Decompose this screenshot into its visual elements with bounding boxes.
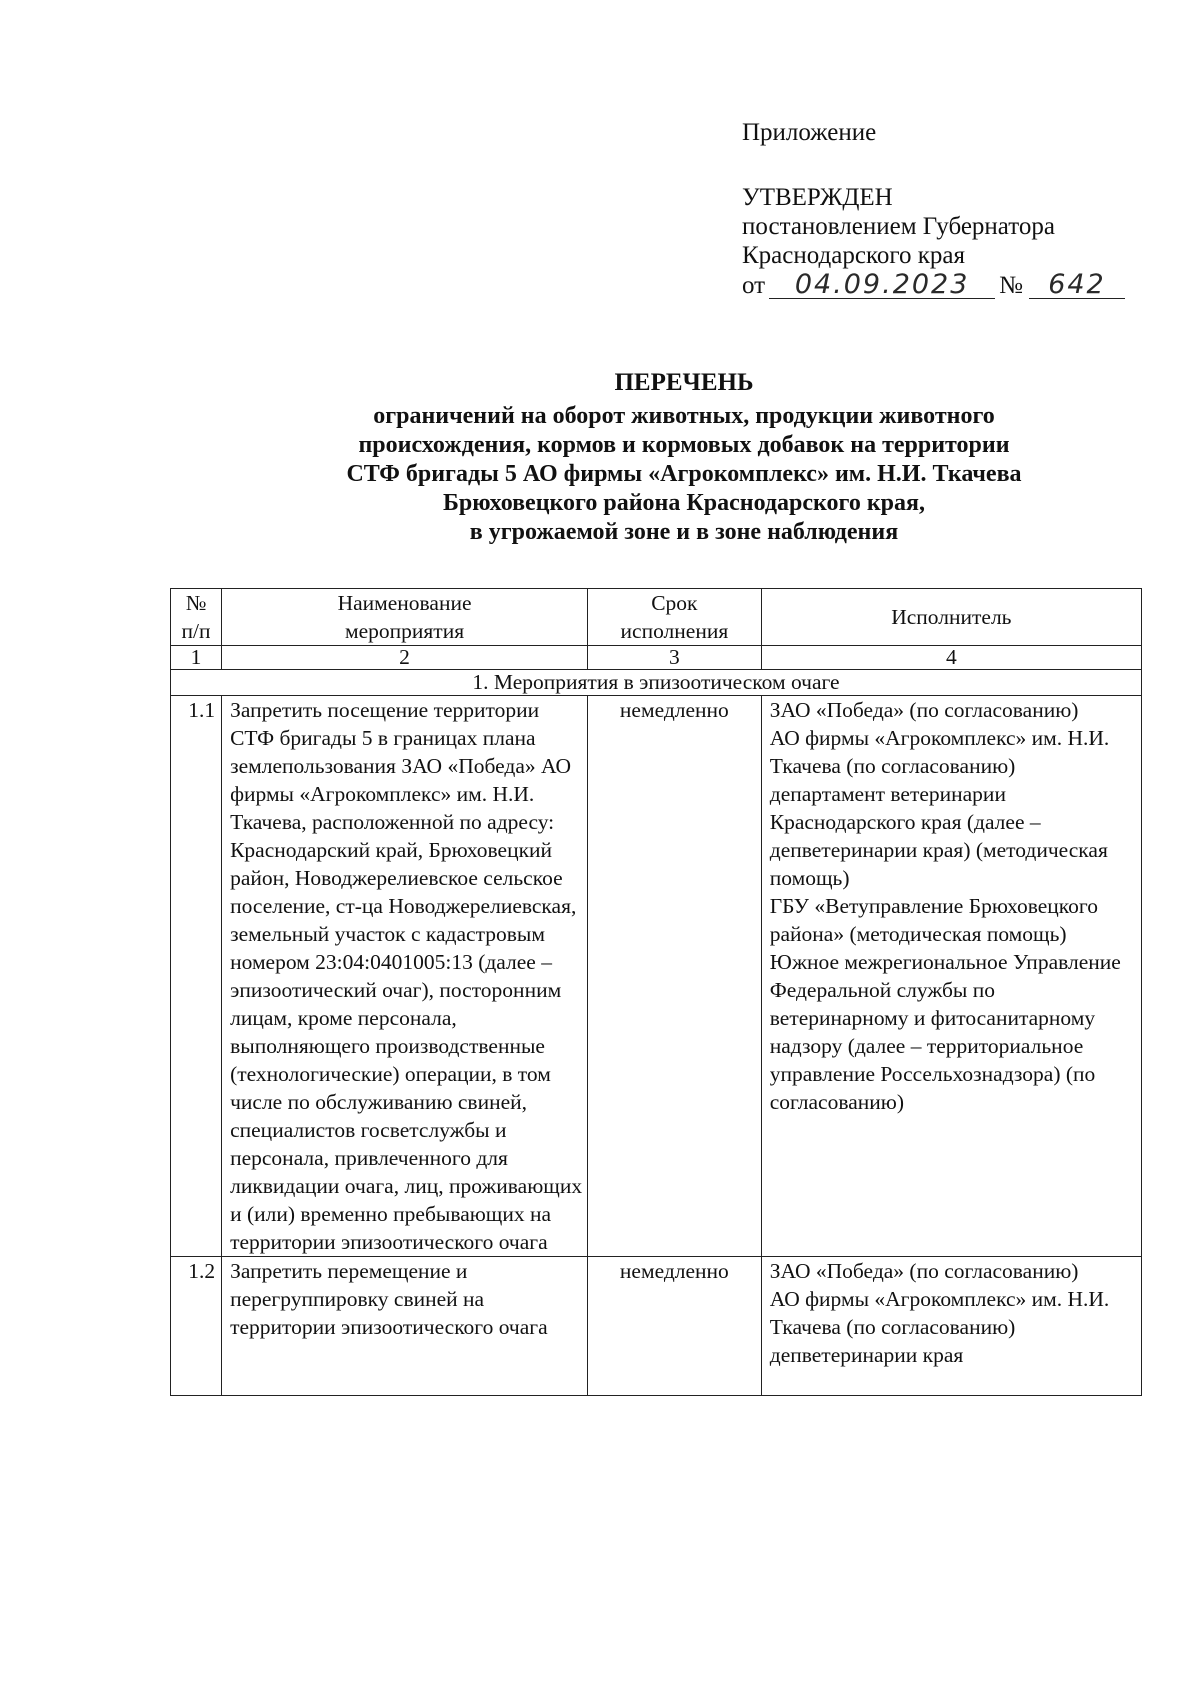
row-term: немедленно [588,696,762,1257]
title-line: в угрожаемой зоне и в зоне наблюдения [469,519,899,545]
header-name-line: мероприятия [345,619,465,643]
executor-item: ГБУ «Ветуправление Брюховецкого района» (методическая помощь) [769,894,1098,946]
title-main: ПЕРЕЧЕНЬ [614,369,754,396]
number-label: № [999,272,1023,299]
title-line: происхождения, кормов и кормовых добавок на территории [358,432,1010,458]
row-number: 1.2 [171,1257,222,1396]
title-line: Брюховецкого района Краснодарского края, [442,490,925,516]
table-row [171,1257,1142,1396]
measures-table [170,588,1142,1396]
column-number: 2 [222,646,588,670]
row-task: Запретить перемещение и перегруппировку свиней на территории эпизоотического очага [222,1257,588,1396]
executor-item: ЗАО «Победа» (по согласованию) [769,698,1079,722]
header-name-line: Наименование [337,591,472,615]
header-name [222,589,588,646]
executor-item: АО фирмы «Агрокомплекс» им. Н.И. Ткачева (по согласованию) [769,726,1110,778]
executor-item: департамент ветеринарии Краснодарского края (далее – депветеринарии края) (методическая помощь) [769,782,1108,890]
from-label: от [742,272,766,299]
row-executor [761,1257,1141,1396]
document-title [260,368,1108,547]
approved-by-line: постановлением Губернатора [742,213,1055,240]
header-num-line: п/п [181,619,211,643]
executor-item: ЗАО «Победа» (по согласованию) [769,1259,1079,1283]
column-number: 3 [588,646,762,670]
header-executor: Исполнитель [761,589,1141,646]
table-row [171,696,1142,1257]
header-term-line: исполнения [620,619,729,643]
section-title: 1. Мероприятия в эпизоотическом очаге [171,670,1142,696]
column-number: 1 [171,646,222,670]
executor-item: Южное межрегиональное Управление Федеральной службы по ветеринарному и фитосанитарному надзору (далее – территориальное управление Россельхознадзора) (по согласованию) [769,950,1121,1114]
decree-date-number-line [742,271,1162,300]
column-number: 4 [761,646,1141,670]
title-line: ограничений на оборот животных, продукции животного [373,403,995,429]
handwritten-date: 04.09.2023 [769,272,995,299]
row-executor [761,696,1141,1257]
table-header-row [171,589,1142,646]
appendix-label: Приложение [742,119,877,146]
title-line: СТФ бригады 5 АО фирмы «Агрокомплекс» им. Н.И. Ткачева [346,461,1022,487]
executor-item: депветеринарии края [769,1343,964,1367]
row-number: 1.1 [171,696,222,1257]
approval-block [742,118,1162,300]
section-row [171,670,1142,696]
executor-item: АО фирмы «Агрокомплекс» им. Н.И. Ткачева (по согласованию) [769,1287,1110,1339]
approved-region-line: Краснодарского края [742,242,965,269]
header-num-line: № [185,591,207,615]
header-num [171,589,222,646]
column-number-row [171,646,1142,670]
header-term-line: Срок [651,591,698,615]
row-task: Запретить посещение территории СТФ бригады 5 в границах плана землепользования ЗАО «Победа» АО фирмы «Агрокомплекс» им. Н.И. Ткачева, расположенной по адресу: Краснодарский край, Брюховецкий район, Новоджерелиевское сельское поселение, ст-ца Новоджерелиевская, земельный участок с кадастровым номером 23:04:0401005:13 (далее – эпизоотический очаг), посторонним лицам, кроме персонала, выполняющего производственные (технологические) операции, в том числе по обслуживанию свиней, специалистов госветслужбы и персонала, привлеченного для ликвидации очага, лиц, проживающих и (или) временно пребывающих на территории эпизоотического очага [222,696,588,1257]
row-term: немедленно [588,1257,762,1396]
approved-label: УТВЕРЖДЕН [742,184,893,211]
handwritten-number: 642 [1029,272,1125,299]
header-term [588,589,762,646]
